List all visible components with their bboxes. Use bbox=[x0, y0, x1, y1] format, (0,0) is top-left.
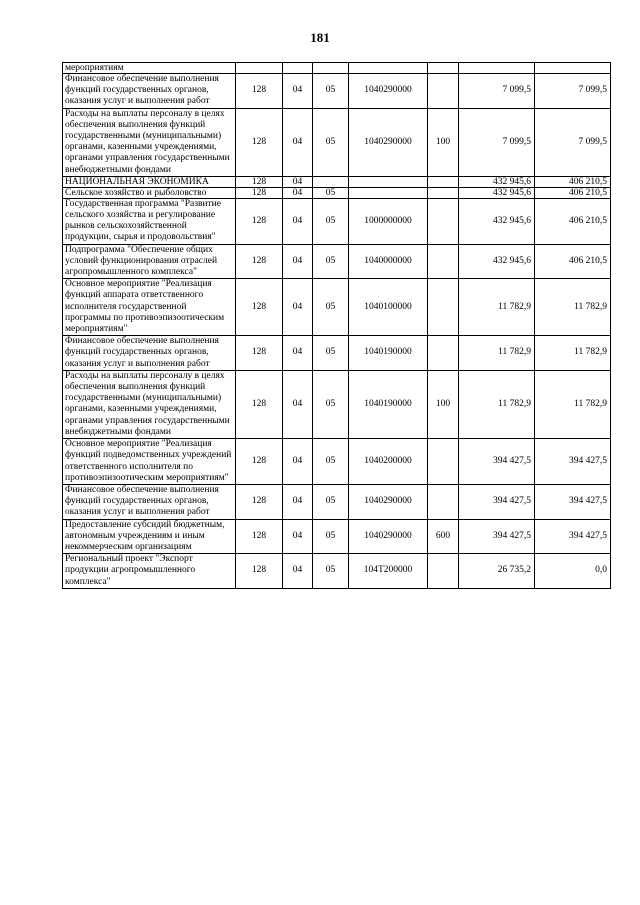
table-row bbox=[63, 74, 611, 109]
table-row bbox=[63, 484, 611, 519]
row-amount-2: 406 210,5 bbox=[535, 187, 611, 198]
row-target: 1040290000 bbox=[349, 108, 428, 176]
row-amount-1: 394 427,5 bbox=[459, 484, 535, 519]
row-name: НАЦИОНАЛЬНАЯ ЭКОНОМИКА bbox=[63, 176, 236, 187]
row-section: 04 bbox=[283, 108, 313, 176]
row-target bbox=[349, 176, 428, 187]
row-ministry: 128 bbox=[236, 484, 283, 519]
row-target: 1040290000 bbox=[349, 74, 428, 109]
row-ministry: 128 bbox=[236, 108, 283, 176]
row-name: мероприятиям bbox=[63, 63, 236, 74]
row-subsection: 05 bbox=[313, 439, 349, 485]
row-ministry: 128 bbox=[236, 370, 283, 438]
row-amount-1: 394 427,5 bbox=[459, 439, 535, 485]
row-amount-2: 11 782,9 bbox=[535, 336, 611, 371]
row-amount-2: 394 427,5 bbox=[535, 439, 611, 485]
row-name: Финансовое обеспечение выполнения функций государственных органов, оказания услуг и выполнения работ bbox=[63, 74, 236, 109]
table-row bbox=[63, 108, 611, 176]
row-target: 1040290000 bbox=[349, 484, 428, 519]
row-subsection: 05 bbox=[313, 279, 349, 336]
row-amount-1: 432 945,6 bbox=[459, 244, 535, 279]
row-amount-2: 406 210,5 bbox=[535, 176, 611, 187]
row-name: Финансовое обеспечение выполнения функций государственных органов, оказания услуг и выполнения работ bbox=[63, 484, 236, 519]
row-section: 04 bbox=[283, 244, 313, 279]
row-amount-1: 7 099,5 bbox=[459, 108, 535, 176]
row-target: 1040290000 bbox=[349, 519, 428, 554]
row-target: 104T200000 bbox=[349, 554, 428, 589]
row-amount-2: 394 427,5 bbox=[535, 519, 611, 554]
row-amount-2: 0,0 bbox=[535, 554, 611, 589]
row-expense: 600 bbox=[428, 519, 459, 554]
row-amount-1: 432 945,6 bbox=[459, 187, 535, 198]
row-ministry: 128 bbox=[236, 439, 283, 485]
table-row bbox=[63, 176, 611, 187]
row-name: Предоставление субсидий бюджетным, автономным учреждениям и иным некоммерческим организациям bbox=[63, 519, 236, 554]
table-row bbox=[63, 198, 611, 244]
row-amount-2 bbox=[535, 63, 611, 74]
row-subsection: 05 bbox=[313, 198, 349, 244]
row-subsection: 05 bbox=[313, 484, 349, 519]
row-section: 04 bbox=[283, 484, 313, 519]
row-section bbox=[283, 63, 313, 74]
row-amount-2: 11 782,9 bbox=[535, 279, 611, 336]
row-name: Подпрограмма "Обеспечение общих условий функционирования отраслей агропромышленного комплекса" bbox=[63, 244, 236, 279]
budget-table bbox=[62, 62, 611, 589]
row-expense bbox=[428, 244, 459, 279]
row-amount-1: 7 099,5 bbox=[459, 74, 535, 109]
row-name: Расходы на выплаты персоналу в целях обеспечения выполнения функций государственными (муниципальными) органами, казенными учреждениями, органами управления государственными внебюджетными фондами bbox=[63, 370, 236, 438]
row-name: Расходы на выплаты персоналу в целях обеспечения выполнения функций государственными (муниципальными) органами, казенными учреждениями, органами управления государственными внебюджетными фондами bbox=[63, 108, 236, 176]
row-amount-1: 11 782,9 bbox=[459, 279, 535, 336]
row-section: 04 bbox=[283, 187, 313, 198]
row-target: 1000000000 bbox=[349, 198, 428, 244]
row-target bbox=[349, 187, 428, 198]
row-subsection: 05 bbox=[313, 244, 349, 279]
row-subsection: 05 bbox=[313, 519, 349, 554]
row-expense bbox=[428, 336, 459, 371]
page-number: 181 bbox=[310, 30, 330, 45]
row-ministry: 128 bbox=[236, 176, 283, 187]
row-amount-1: 11 782,9 bbox=[459, 370, 535, 438]
table-row bbox=[63, 336, 611, 371]
row-name: Региональный проект "Экспорт продукции агропромышленного комплекса" bbox=[63, 554, 236, 589]
row-expense bbox=[428, 187, 459, 198]
row-name: Основное мероприятие "Реализация функций подведомственных учреждений ответственного исполнителя по противоэпизоотическим мероприятиям" bbox=[63, 439, 236, 485]
row-subsection bbox=[313, 63, 349, 74]
row-subsection: 05 bbox=[313, 554, 349, 589]
row-amount-2: 406 210,5 bbox=[535, 198, 611, 244]
row-expense bbox=[428, 484, 459, 519]
row-target bbox=[349, 63, 428, 74]
row-amount-1: 11 782,9 bbox=[459, 336, 535, 371]
row-ministry: 128 bbox=[236, 244, 283, 279]
table-row bbox=[63, 63, 611, 74]
row-ministry: 128 bbox=[236, 519, 283, 554]
row-amount-2: 394 427,5 bbox=[535, 484, 611, 519]
row-expense: 100 bbox=[428, 370, 459, 438]
row-target: 1040100000 bbox=[349, 279, 428, 336]
row-expense bbox=[428, 198, 459, 244]
row-name: Государственная программа "Развитие сельского хозяйства и регулирование рынков сельскохозяйственной продукции, сырья и продовольствия" bbox=[63, 198, 236, 244]
row-expense bbox=[428, 279, 459, 336]
row-subsection: 05 bbox=[313, 187, 349, 198]
row-subsection: 05 bbox=[313, 108, 349, 176]
row-target: 1040000000 bbox=[349, 244, 428, 279]
row-section: 04 bbox=[283, 336, 313, 371]
row-target: 1040190000 bbox=[349, 370, 428, 438]
row-expense bbox=[428, 554, 459, 589]
row-expense bbox=[428, 439, 459, 485]
row-amount-1: 394 427,5 bbox=[459, 519, 535, 554]
row-name: Сельское хозяйство и рыболовство bbox=[63, 187, 236, 198]
row-amount-1: 26 735,2 bbox=[459, 554, 535, 589]
row-ministry: 128 bbox=[236, 74, 283, 109]
row-expense: 100 bbox=[428, 108, 459, 176]
row-ministry: 128 bbox=[236, 554, 283, 589]
row-section: 04 bbox=[283, 554, 313, 589]
row-amount-2: 7 099,5 bbox=[535, 108, 611, 176]
row-expense bbox=[428, 63, 459, 74]
row-section: 04 bbox=[283, 519, 313, 554]
row-section: 04 bbox=[283, 439, 313, 485]
row-name: Основное мероприятие "Реализация функций аппарата ответственного исполнителя государственной программы по противоэпизоотическим мероприятиям" bbox=[63, 279, 236, 336]
row-subsection: 05 bbox=[313, 74, 349, 109]
table-row bbox=[63, 370, 611, 438]
row-amount-2: 406 210,5 bbox=[535, 244, 611, 279]
table-row bbox=[63, 554, 611, 589]
row-ministry: 128 bbox=[236, 198, 283, 244]
row-amount-1: 432 945,6 bbox=[459, 198, 535, 244]
row-amount-1 bbox=[459, 63, 535, 74]
table-row bbox=[63, 187, 611, 198]
row-amount-2: 7 099,5 bbox=[535, 74, 611, 109]
row-section: 04 bbox=[283, 279, 313, 336]
row-section: 04 bbox=[283, 370, 313, 438]
row-amount-2: 11 782,9 bbox=[535, 370, 611, 438]
row-name: Финансовое обеспечение выполнения функций государственных органов, оказания услуг и выполнения работ bbox=[63, 336, 236, 371]
row-expense bbox=[428, 74, 459, 109]
table-row bbox=[63, 439, 611, 485]
row-target: 1040200000 bbox=[349, 439, 428, 485]
row-section: 04 bbox=[283, 176, 313, 187]
row-ministry bbox=[236, 63, 283, 74]
row-section: 04 bbox=[283, 74, 313, 109]
row-section: 04 bbox=[283, 198, 313, 244]
row-subsection: 05 bbox=[313, 336, 349, 371]
row-ministry: 128 bbox=[236, 279, 283, 336]
table-row bbox=[63, 279, 611, 336]
row-amount-1: 432 945,6 bbox=[459, 176, 535, 187]
row-ministry: 128 bbox=[236, 187, 283, 198]
table-row bbox=[63, 519, 611, 554]
row-target: 1040190000 bbox=[349, 336, 428, 371]
row-ministry: 128 bbox=[236, 336, 283, 371]
row-subsection bbox=[313, 176, 349, 187]
table-row bbox=[63, 244, 611, 279]
row-expense bbox=[428, 176, 459, 187]
row-subsection: 05 bbox=[313, 370, 349, 438]
